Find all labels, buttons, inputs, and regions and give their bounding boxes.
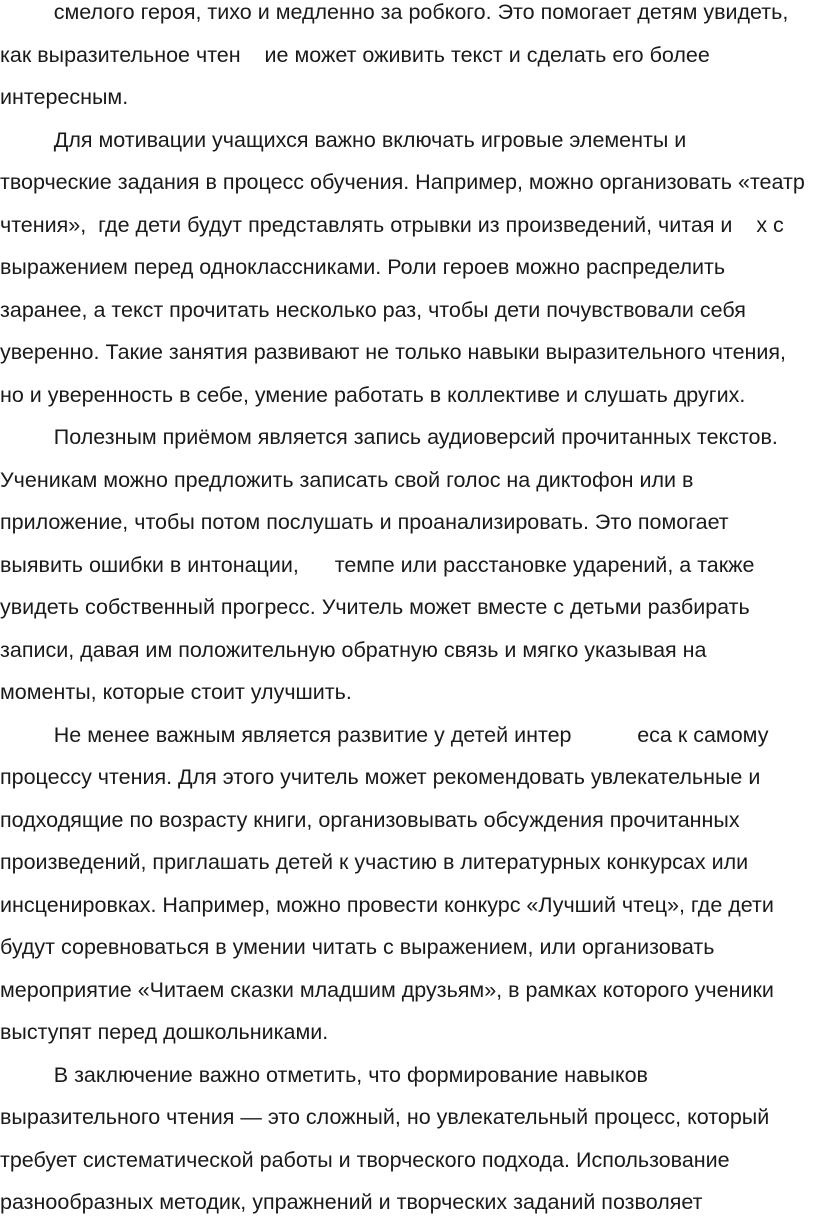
text-line: увидеть собственный прогресс. Учитель может вместе с детьми разбирать <box>0 595 750 619</box>
text-line: Ученикам можно предложить записать свой голос на диктофон или в <box>0 468 694 492</box>
text-line: выразительного чтения — это сложный, но увлекательный процесс, который <box>0 1105 770 1129</box>
text-line: творческие задания в процесс обучения. Например, можно организовать «театр <box>0 170 805 194</box>
text-line: интересным. <box>0 85 129 109</box>
text-line: выступят перед дошкольниками. <box>0 1020 329 1044</box>
text-line: В заключение важно отметить, что формирование навыков <box>0 1063 648 1087</box>
text-line: будут соревноваться в умении читать с выражением, или организовать <box>0 935 715 959</box>
text-line: мероприятие «Читаем сказки младшим друзьям», в рамках которого ученики <box>0 978 774 1002</box>
text-line: как выразительное чтен ие может оживить текст и сделать его более <box>0 43 710 67</box>
text-line: Для мотивации учащихся важно включать игровые элементы и <box>0 128 687 152</box>
text-line: Полезным приёмом является запись аудиоверсий прочитанных текстов. <box>0 425 778 449</box>
text-line: записи, давая им положительную обратную связь и мягко указывая на <box>0 638 707 662</box>
text-line: заранее, а текст прочитать несколько раз, чтобы дети почувствовали себя <box>0 298 746 322</box>
text-line: Не менее важным является развитие у детей интер еса к самому <box>0 723 769 747</box>
text-line: выявить ошибки в интонации, темпе или расстановке ударений, а также <box>0 553 755 577</box>
text-line: процессу чтения. Для этого учитель может рекомендовать увлекательные и <box>0 765 761 789</box>
text-line: произведений, приглашать детей к участию в литературных конкурсах или <box>0 850 749 874</box>
text-line: требует систематической работы и творческого подхода. Использование <box>0 1148 730 1172</box>
text-line: инсценировках. Например, можно провести конкурс «Лучший чтец», где дети <box>0 893 774 917</box>
text-line: выражением перед одноклассниками. Роли героев можно распределить <box>0 255 726 279</box>
text-line: но и уверенность в себе, умение работать в коллективе и слушать других. <box>0 383 746 407</box>
text-line: моменты, которые стоит улучшить. <box>0 680 352 704</box>
text-line: приложение, чтобы потом послушать и проанализировать. Это помогает <box>0 510 729 534</box>
text-line: чтения», где дети будут представлять отрывки из произведений, читая и х с <box>0 213 784 237</box>
text-line: подходящие по возрасту книги, организовывать обсуждения прочитанных <box>0 808 740 832</box>
text-line: уверенно. Такие занятия развивают не только навыки выразительного чтения, <box>0 340 787 364</box>
text-line: разнообразных методик, упражнений и творческих заданий позволяет <box>0 1190 703 1214</box>
text-line: смелого героя, тихо и медленно за робкого. Это помогает детям увидеть, <box>0 0 789 24</box>
